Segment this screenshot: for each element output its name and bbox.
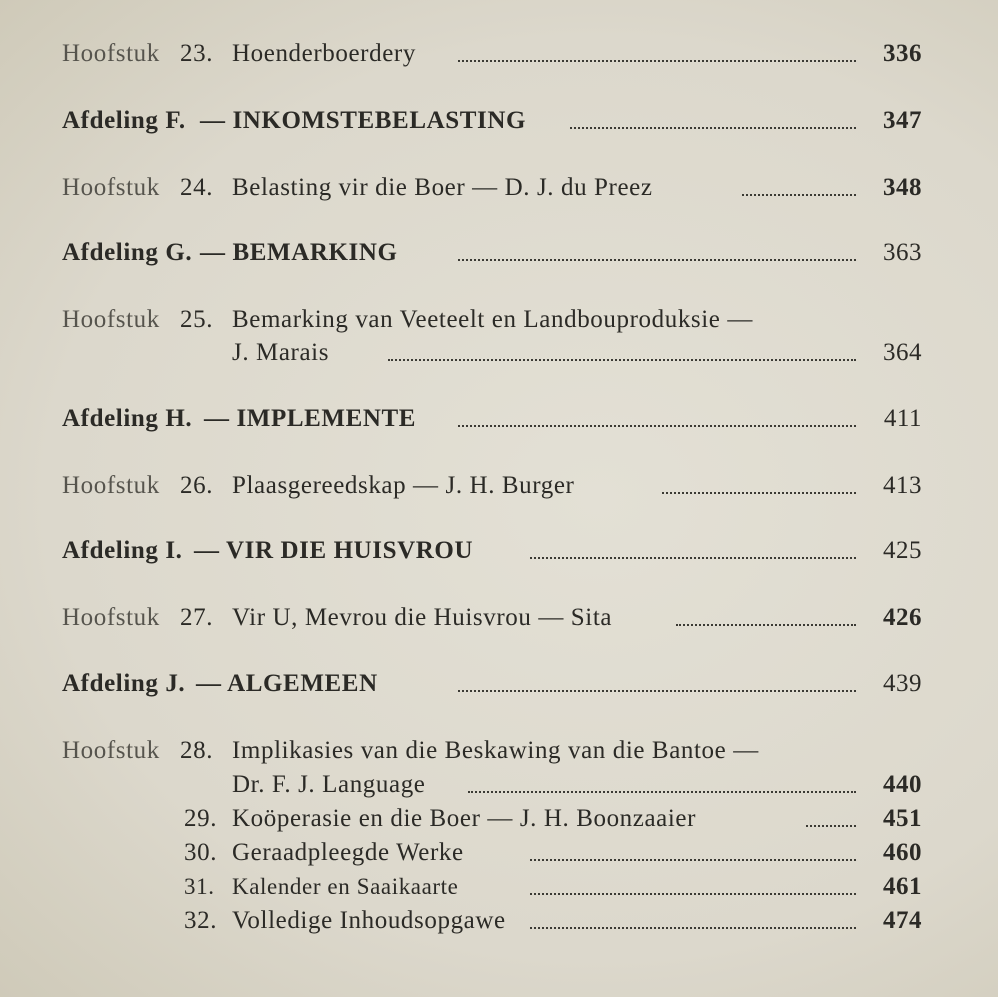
chapter-number: 32. [184,907,218,934]
dot-leader [530,827,856,861]
toc-entry [0,904,998,938]
chapter-number: 29. [184,805,218,832]
page-number: 439 [883,670,922,697]
section-title: — ALGEMEEN [196,670,378,697]
chapter-number: 25. [180,306,214,333]
entry-label: Hoofstuk [62,306,160,333]
page-number: 451 [883,805,922,832]
section-title: — VIR DIE HUISVROU [194,537,474,564]
chapter-number: 30. [184,839,218,866]
page-number: 426 [883,604,922,631]
chapter-number: 28. [180,737,214,764]
entry-title: Hoenderboerdery [232,40,416,67]
dot-leader [458,28,856,62]
page-number: 460 [883,839,922,866]
dot-leader [570,95,856,129]
dot-leader [806,793,856,827]
section-label: Afdeling J. [62,670,186,697]
entry-title: Belasting vir die Boer — D. J. du Preez [232,174,653,201]
entry-title-continuation: J. Marais [232,339,330,366]
dot-leader [468,759,856,793]
entry-label: Hoofstuk [62,472,160,499]
page-number: 336 [883,40,922,67]
page-number: 474 [883,907,922,934]
page-number: 364 [883,339,922,366]
entry-title: Plaasgereedskap — J. H. Burger [232,472,575,499]
dot-leader [458,393,856,427]
toc-entry-continuation [0,336,998,370]
entry-label: Hoofstuk [62,174,160,201]
entry-title: Kalender en Saaikaarte [232,874,459,899]
section-label: Afdeling G. [62,239,193,266]
page-number: 363 [883,239,922,266]
chapter-number: 24. [180,174,214,201]
dot-leader [458,227,856,261]
entry-title-continuation: Dr. F. J. Language [232,771,426,798]
page-number: 348 [883,174,922,201]
page-number: 425 [883,537,922,564]
dot-leader [742,162,856,196]
section-title: — IMPLEMENTE [204,405,417,432]
page-number: 347 [883,107,922,134]
entry-label: Hoofstuk [62,737,160,764]
toc-entry [0,534,998,568]
toc-entry [0,402,998,436]
dot-leader [530,895,856,929]
entry-label: Hoofstuk [62,604,160,631]
chapter-number: 31. [184,874,215,899]
toc-entry [0,601,998,635]
entry-title: Vir U, Mevrou die Huisvrou — Sita [232,604,613,631]
section-title: — BEMARKING [200,239,398,266]
toc-entry [0,37,998,71]
chapter-number: 27. [180,604,214,631]
page-number: 413 [883,472,922,499]
dot-leader [530,861,856,895]
toc-entry [0,667,998,701]
toc-entry [0,236,998,270]
entry-title: Volledige Inhoudsopgawe [232,907,506,934]
section-label: Afdeling H. [62,405,193,432]
entry-title: Bemarking van Veeteelt en Landbouproduksie — [232,306,753,333]
dot-leader [530,525,856,559]
page-number: 411 [883,405,922,432]
toc-entry [0,171,998,205]
section-label: Afdeling I. [62,537,183,564]
page-number: 440 [883,771,922,798]
dot-leader [676,592,856,626]
dot-leader [458,658,856,692]
dot-leader [388,327,856,361]
toc-entry [0,469,998,503]
section-title: — INKOMSTEBELASTING [200,107,527,134]
entry-title: Koöperasie en die Boer — J. H. Boonzaaier [232,805,697,832]
entry-title: Implikasies van die Beskawing van die Bantoe — [232,737,759,764]
chapter-number: 23. [180,40,214,67]
entry-title: Geraadpleegde Werke [232,839,464,866]
page-number: 461 [883,873,922,900]
section-label: Afdeling F. [62,107,186,134]
toc-entry [0,104,998,138]
dot-leader [662,460,856,494]
chapter-number: 26. [180,472,214,499]
entry-label: Hoofstuk [62,40,160,67]
